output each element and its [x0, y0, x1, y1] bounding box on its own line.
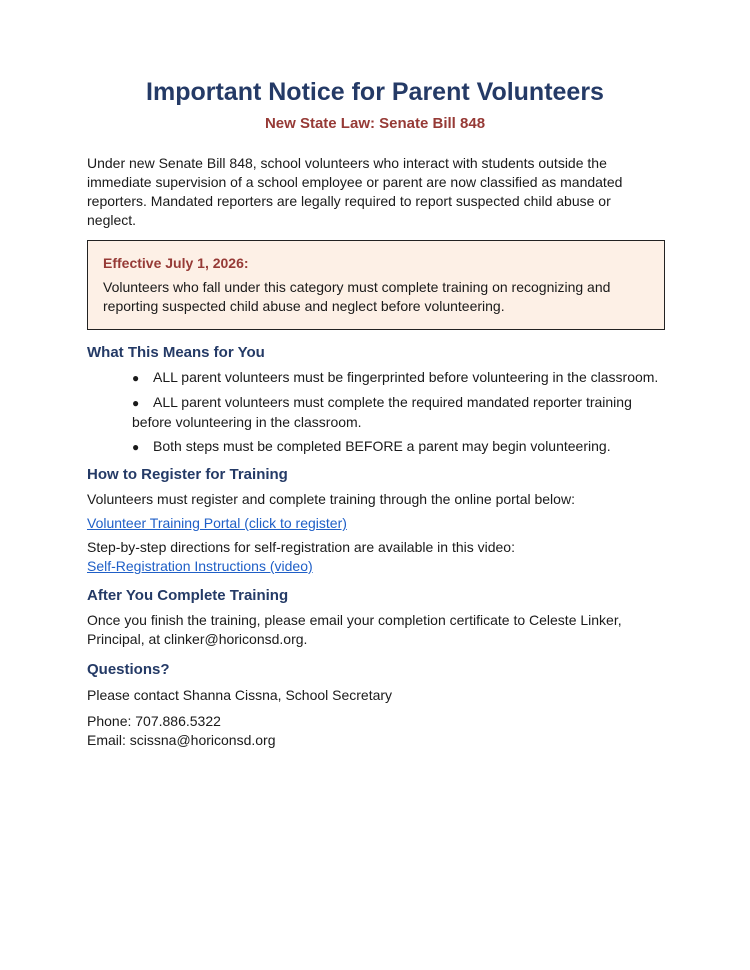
list-item-text: ALL parent volunteers must complete the required mandated reporter training before volunteering in the classroom.: [132, 394, 632, 430]
callout-text: Volunteers who fall under this category must complete training on recognizing and reporting suspected child abuse and neglect before volunteering.: [103, 279, 611, 314]
list-item: [132, 393, 663, 432]
registration-video-link[interactable]: Self-Registration Instructions (video): [87, 558, 313, 574]
email-text: Email: scissna@horiconsd.org: [87, 732, 276, 748]
portal-link-row: [87, 514, 663, 533]
bullet-icon: ●: [132, 396, 140, 410]
list-item-text: ALL parent volunteers must be fingerprinted before volunteering in the classroom.: [153, 369, 659, 385]
bullet-icon: ●: [132, 440, 140, 454]
video-link-row: [87, 557, 663, 576]
section-heading-questions: Questions?: [87, 661, 170, 678]
list-item: [132, 368, 663, 388]
intro-paragraph: Under new Senate Bill 848, school volunteers who interact with students outside the immediate supervision of a school employee or parent are now classified as mandated reporters. Mandated reporters are legally required to report suspected child abuse or neglect.: [87, 155, 623, 228]
step-text: Step-by-step directions for self-registration are available in this video:: [87, 539, 515, 555]
list-item-text: Both steps must be completed BEFORE a parent may begin volunteering.: [153, 438, 611, 454]
page-subtitle: New State Law: Senate Bill 848: [264, 115, 486, 132]
page-title: Important Notice for Parent Volunteers: [146, 78, 604, 106]
contact-text: Please contact Shanna Cissna, School Secretary: [87, 687, 393, 703]
callout-title: Effective July 1, 2026:: [103, 255, 249, 271]
register-text: Volunteers must register and complete training through the online portal below:: [87, 491, 575, 507]
section-heading-after: After You Complete Training: [87, 587, 289, 604]
requirements-list: [87, 368, 663, 457]
list-item: [132, 437, 663, 457]
phone-text: Phone: 707.886.5322: [87, 713, 221, 729]
section-heading-means: What This Means for You: [87, 344, 265, 361]
volunteer-portal-link[interactable]: Volunteer Training Portal (click to register): [87, 515, 347, 531]
after-text: Once you finish the training, please email your completion certificate to Celeste Linker, Principal, at clinker@horiconsd.org.: [87, 612, 622, 647]
section-heading-register: How to Register for Training: [87, 466, 288, 483]
effective-date-callout: [87, 240, 665, 330]
bullet-icon: ●: [132, 371, 140, 385]
